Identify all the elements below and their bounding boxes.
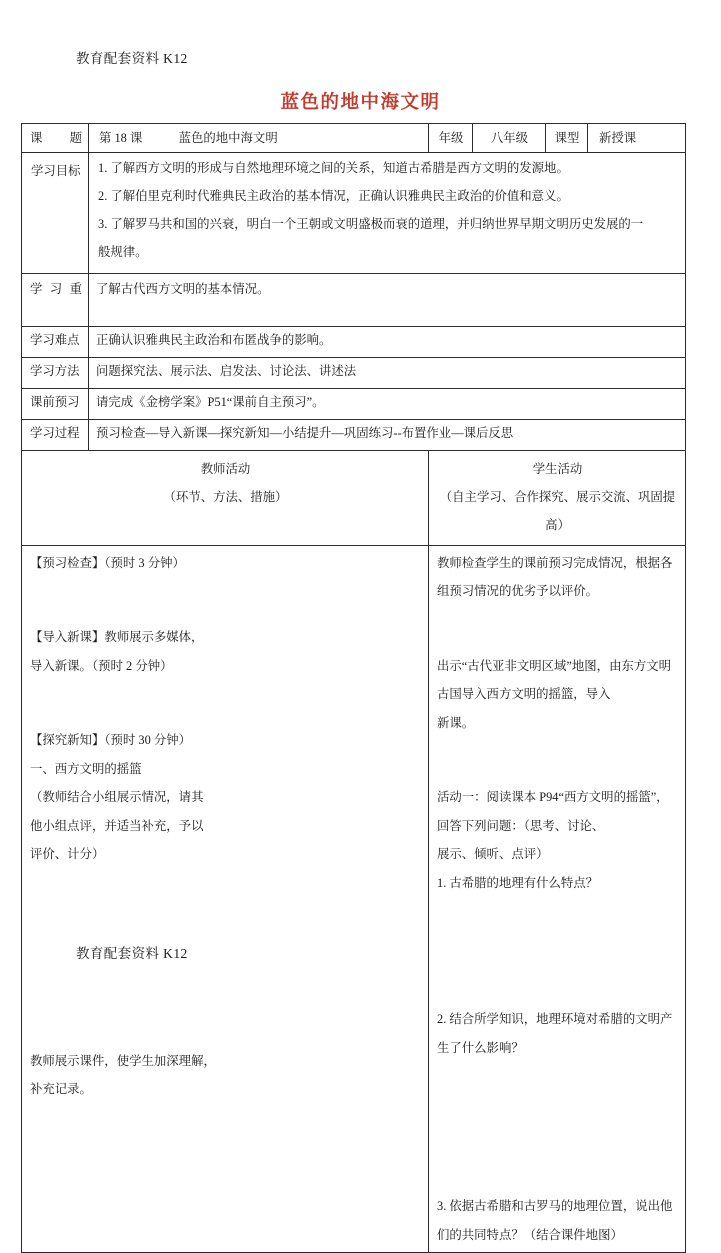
teacher-activity-subtitle: （环节、方法、措施） <box>163 489 288 504</box>
process-content-cell <box>89 419 686 450</box>
table-row-preview <box>22 388 686 419</box>
table-row-methods <box>22 357 686 388</box>
label-topic: 课 题 <box>30 131 82 145</box>
student-step-line: 新课。 <box>437 715 475 730</box>
label-preview: 课前预习 <box>30 394 80 409</box>
label-topic-cell <box>22 124 89 153</box>
student-step-line: 教师检查学生的课前预习完成情况，根据各组预习情况的优劣予以评价。 <box>437 555 673 599</box>
teacher-step-line: 教师展示课件，使学生加深理解， <box>30 1053 216 1068</box>
header-watermark: 教育配套资料 K12 <box>76 51 188 66</box>
label-objectives: 学习目标 <box>31 164 81 179</box>
student-activity-header-cell <box>429 450 686 545</box>
student-activity-title: 学生活动 <box>532 461 583 476</box>
spacer <box>437 737 677 783</box>
teacher-activity-cell <box>22 545 429 1253</box>
student-step-line: 出示“古代亚非文明区域”地图，由东方文明古国导入西方文明的摇篮，导入 <box>437 658 672 702</box>
topic-value-cell <box>89 124 429 153</box>
objectives-content-cell <box>89 153 686 274</box>
label-difficulty-cell <box>22 326 89 357</box>
objective-item: 般规律。 <box>98 244 148 259</box>
type-value: 新授课 <box>599 131 637 145</box>
student-activity-subtitle: （自主学习、合作探究、展示交流、巩固提高） <box>439 489 676 532</box>
student-activity-cell <box>429 545 686 1253</box>
teacher-activity-title: 教师活动 <box>200 461 251 476</box>
lesson-number: 第 18 课 <box>99 131 143 145</box>
type-value-cell <box>588 124 686 153</box>
preview-content-cell <box>89 388 686 419</box>
table-row-activity-header <box>22 450 686 545</box>
table-row-difficulty <box>22 326 686 357</box>
grade-value: 八年级 <box>490 131 529 145</box>
student-step-line: 2. 结合所学知识，地理环境对希腊的文明产生了什么影响？ <box>437 1012 673 1055</box>
student-step-line: 展示、倾听、点评） <box>437 847 549 862</box>
teacher-step-line: 补充记录。 <box>30 1082 92 1097</box>
lesson-title: 蓝色的地中海文明 <box>178 131 278 145</box>
objective-item: 2. 了解伯里克利时代雅典民主政治的基本情况，正确认识雅典民主政治的价值和意义。 <box>98 189 569 204</box>
difficulty-text: 正确认识雅典民主政治和布匿战争的影响。 <box>96 332 332 347</box>
spacer <box>437 606 677 652</box>
student-step-line: 活动一：阅读课本 P94“西方文明的摇篮”，回答下列问题：（思考、讨论、 <box>437 790 669 833</box>
label-methods-cell <box>22 357 89 388</box>
student-step-line: 3. 依据古希腊和古罗马的地理位置，说出他们的共同特点？（结合课件地图） <box>437 1199 673 1242</box>
teacher-step-line: 评价、计分） <box>30 847 105 862</box>
difficulty-content-cell <box>89 326 686 357</box>
label-difficulty: 学习难点 <box>30 332 80 347</box>
grade-value-cell <box>473 124 546 153</box>
label-key-point: 学习重 <box>30 281 82 296</box>
objective-item: 1. 了解西方文明的形成与自然地理环境之间的关系，知道古希腊是西方文明的发源地。 <box>98 161 569 176</box>
table-row-process <box>22 419 686 450</box>
table-row-key-point <box>22 273 686 326</box>
spacer <box>30 977 420 1047</box>
spacer <box>30 680 420 726</box>
objective-item: 3. 了解罗马共和国的兴衰，明白一个王朝或文明盛极而衰的道理，并归纳世界早期文明历史发展的一 <box>98 217 644 231</box>
label-process-cell <box>22 419 89 450</box>
label-preview-cell <box>22 388 89 419</box>
lesson-plan-table <box>21 123 686 1253</box>
teacher-step-line: 一、西方文明的摇篮 <box>30 761 142 776</box>
process-text: 预习检查—导入新课—探究新知—小结提升—巩固练习--布置作业—课后反思 <box>96 425 514 440</box>
preview-text: 请完成《金榜学案》P51“课前自主预习”。 <box>96 394 325 409</box>
teacher-step-line: 【预习检查】（预时 3 分钟） <box>30 555 185 570</box>
methods-content-cell <box>89 357 686 388</box>
table-row-topic <box>22 124 686 153</box>
teacher-step-line: （教师结合小组展示情况，请其 <box>30 790 204 805</box>
label-key-point-cell <box>22 273 89 326</box>
spacer <box>437 1062 677 1170</box>
spacer <box>437 1170 677 1192</box>
label-type-cell <box>546 124 588 153</box>
key-point-text: 了解古代西方文明的基本情况。 <box>96 281 270 296</box>
label-objectives-cell <box>22 153 89 274</box>
label-type: 课型 <box>554 131 580 145</box>
methods-text: 问题探究法、展示法、启发法、讨论法、讲述法 <box>96 363 357 378</box>
label-process: 学习过程 <box>30 425 80 440</box>
teacher-step-line: 导入新课。（预时 2 分钟） <box>30 658 173 673</box>
teacher-activity-header-cell <box>22 450 429 545</box>
spacer <box>437 897 677 1005</box>
key-point-content-cell <box>89 273 686 326</box>
page-title: 蓝色的地中海文明 <box>280 93 441 113</box>
table-row-objectives <box>22 153 686 274</box>
teacher-step-line: 【导入新课】教师展示多媒体， <box>30 630 204 645</box>
table-row-activity-body <box>22 545 686 1253</box>
label-grade-cell <box>429 124 473 153</box>
spacer <box>30 577 420 623</box>
footer-watermark: 教育配套资料 K12 <box>76 946 188 961</box>
teacher-step-line: 他小组点评，并适当补充，予以 <box>30 818 204 833</box>
label-methods: 学习方法 <box>30 363 80 378</box>
teacher-step-line: 【探究新知】（预时 30 分钟） <box>30 733 192 748</box>
student-step-line: 1. 古希腊的地理有什么特点？ <box>437 875 599 890</box>
label-grade: 年级 <box>438 131 464 145</box>
